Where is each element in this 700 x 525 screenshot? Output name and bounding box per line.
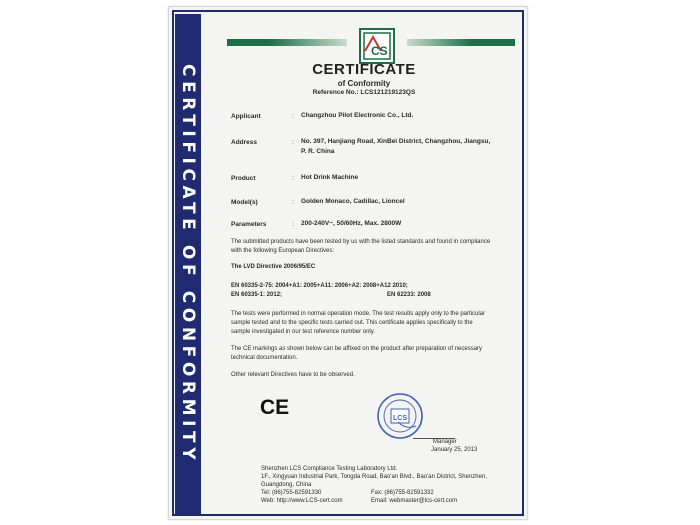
certificate-document: [168, 6, 528, 520]
certificate-title: CERTIFICATE: [312, 61, 416, 78]
models-value: Golden Monaco, Cadillac, Lioncel: [301, 198, 405, 205]
colon: :: [292, 221, 294, 228]
ce-mark-icon: [259, 395, 295, 417]
parameters-label: Parameters: [231, 221, 267, 228]
other-directives: Other relevant Directives have to be observed.: [231, 372, 355, 378]
standards-block: EN 60335-2-75: 2004+A1: 2005+A11: 2006+A2: 2008+A12 2010; EN 60335-1: 2012; EN 62233: 2008: [231, 283, 431, 298]
signature-date: January 25, 2013: [431, 447, 478, 453]
product-label: Product: [231, 175, 256, 182]
lcs-logo-icon: [357, 27, 397, 65]
ce-paragraph: The CE markings as shown below can be affixed on the product after preparation of necessary technical documentation.: [231, 346, 483, 361]
address-value: No. 397, Hanjiang Road, XinBei District, Changzhou, Jiangsu, P. R. China: [301, 138, 491, 155]
colon: :: [292, 139, 294, 146]
results-paragraph: The tests were performed in normal operation mode. The test results apply only to the particular sample tested and to the specific tests carried out. This certificate applies specifically to the sample investigated in our test reference number only.: [231, 311, 486, 335]
applicant-value: Changzhou Pilot Electronic Co., Ltd.: [301, 112, 414, 119]
tested-paragraph: The submitted products have been tested by us with the listed standards and found in compliance with the following European Directives:: [231, 239, 491, 254]
side-band: [175, 14, 201, 514]
header-stripe-left: [227, 39, 347, 46]
certificate-subtitle: of Conformity: [337, 79, 391, 88]
colon: :: [292, 199, 294, 206]
models-label: Model(s): [231, 199, 258, 206]
signatory-role: Manager: [433, 439, 457, 445]
reference-number: Reference No.: LCS121219123QS: [312, 89, 416, 96]
colon: :: [292, 175, 294, 182]
footer-contact: Fax: (86)755-82591332 Email: webmaster@lcs-cert.com: [371, 490, 458, 504]
official-seal-icon: [376, 392, 424, 440]
ce-mark-text: CE: [260, 396, 290, 417]
seal-text: LCS: [393, 415, 407, 422]
logo-text: CS: [371, 44, 388, 58]
applicant-label: Applicant: [231, 113, 261, 120]
colon: :: [292, 113, 294, 120]
side-band-text: CERTIFICATE OF CONFORMITY: [178, 63, 198, 465]
parameters-value: 200-240V~, 50/60Hz, Max. 2800W: [301, 220, 402, 227]
footer-address: Shenzhen LCS Compliance Testing Laboratory Ltd. 1F., Xingyuan Industrial Park, Tongda Road, Bao'an Blvd., Bao'an District, Shenzhen, Guangdong, China Tel: (86)755-82591330 Web: http://www.LCS-cert.com: [261, 466, 487, 504]
product-value: Hot Drink Machine: [301, 174, 359, 181]
header-stripe-right: [407, 39, 515, 46]
directive-line: The LVD Directive 2006/95/EC: [231, 264, 316, 270]
address-label: Address: [231, 139, 258, 146]
